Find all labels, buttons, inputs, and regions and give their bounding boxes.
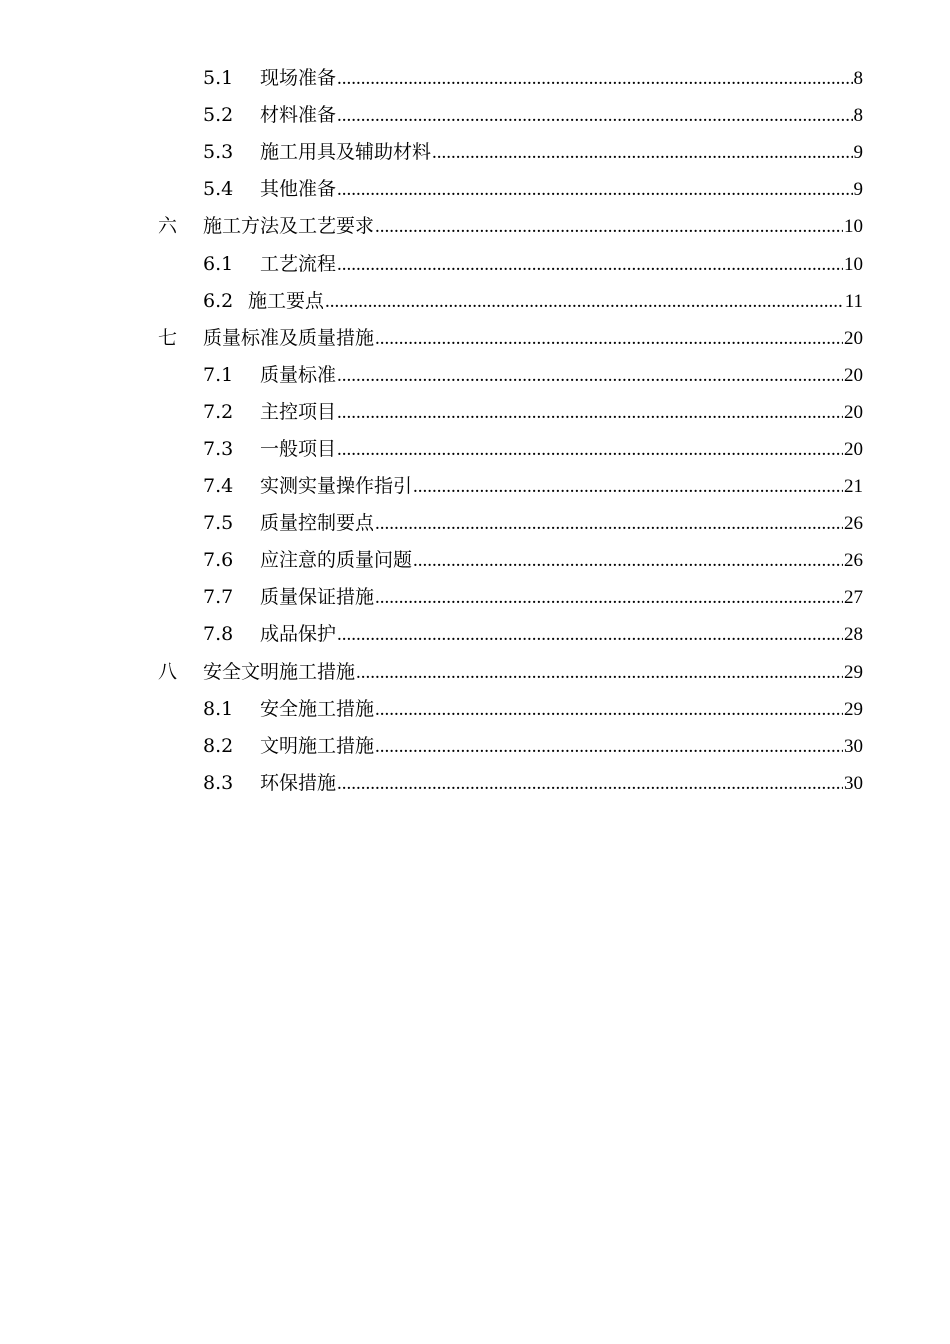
toc-page-number: 20: [844, 438, 863, 460]
toc-section-entry[interactable]: [0, 97, 950, 134]
toc-entry-line: [203, 69, 950, 88]
toc-entry-title: 质量标准及质量措施: [203, 326, 375, 349]
toc-entry-title: 成品保护: [260, 623, 337, 646]
toc-entry-title: 应注意的质量问题: [260, 549, 413, 572]
toc-section-entry[interactable]: [0, 616, 950, 653]
toc-entry-line: [158, 660, 950, 683]
toc-page-number: 10: [844, 216, 863, 238]
toc-entry-number: 八: [158, 660, 178, 683]
toc-entry-number: 8.3: [203, 771, 234, 794]
toc-page-number: 26: [844, 550, 863, 572]
toc-dot-leader: [432, 143, 852, 162]
toc-entry-line: [203, 289, 950, 312]
toc-page-number: 20: [844, 401, 863, 423]
toc-section-entry[interactable]: [0, 728, 950, 765]
toc-section-entry[interactable]: [0, 765, 950, 802]
toc-entry-title: 施工要点: [248, 289, 325, 312]
toc-entry-line: [203, 697, 950, 720]
toc-section-entry[interactable]: [0, 357, 950, 394]
toc-dot-leader: [375, 217, 843, 236]
toc-page-number: 30: [844, 735, 863, 757]
toc-entry-line: [203, 477, 950, 496]
toc-entry-title: 质量控制要点: [260, 512, 375, 535]
toc-dot-leader: [413, 477, 843, 496]
toc-page-number: 20: [844, 327, 863, 349]
toc-dot-leader: [337, 255, 843, 274]
toc-dot-leader: [337, 180, 852, 199]
toc-dot-leader: [356, 663, 843, 682]
toc-page-number: 20: [844, 364, 863, 386]
toc-entry-title: 文明施工措施: [260, 734, 375, 757]
toc-chapter-entry[interactable]: [0, 320, 950, 357]
toc-page-number: 30: [844, 772, 863, 794]
toc-entry-title: 安全文明施工措施: [203, 660, 356, 683]
toc-dot-leader: [325, 292, 844, 311]
toc-section-entry[interactable]: [0, 394, 950, 431]
toc-section-entry[interactable]: [0, 542, 950, 579]
toc-page-number: 21: [844, 476, 863, 498]
toc-section-entry[interactable]: [0, 431, 950, 468]
toc-section-entry[interactable]: [0, 245, 950, 282]
toc-dot-leader: [375, 737, 843, 756]
toc-entry-number: 8.2: [203, 734, 234, 757]
toc-entry-line: [158, 217, 950, 236]
toc-entry-title: 质量标准: [260, 363, 337, 386]
toc-entry-line: [203, 363, 950, 386]
table-of-contents: [0, 60, 950, 802]
toc-page-number: 26: [844, 513, 863, 535]
toc-dot-leader: [337, 440, 843, 459]
toc-entry-number: 七: [158, 326, 178, 349]
toc-entry-number: 7.1: [203, 363, 234, 386]
toc-entry-title: 安全施工措施: [260, 697, 375, 720]
toc-entry-title: 材料准备: [260, 104, 337, 127]
toc-entry-line: [203, 514, 950, 533]
toc-entry-number: 7.4: [203, 475, 234, 498]
toc-dot-leader: [375, 700, 843, 719]
toc-chapter-entry[interactable]: [0, 654, 950, 691]
toc-page-number: 29: [844, 698, 863, 720]
toc-page-number: 27: [844, 587, 863, 609]
toc-entry-line: [203, 625, 950, 644]
toc-chapter-entry[interactable]: [0, 208, 950, 245]
toc-entry-title: 实测实量操作指引: [260, 475, 413, 498]
toc-entry-line: [203, 180, 950, 199]
toc-section-entry[interactable]: [0, 691, 950, 728]
toc-page-number: 28: [844, 624, 863, 646]
toc-entry-number: 5.1: [203, 67, 234, 90]
toc-entry-number: 7.5: [203, 512, 234, 535]
toc-page-number: 8: [853, 105, 863, 127]
toc-entry-title: 现场准备: [260, 67, 337, 90]
toc-entry-number: 7.8: [203, 623, 234, 646]
toc-entry-line: [203, 106, 950, 125]
toc-entry-number: 7.7: [203, 586, 234, 609]
toc-dot-leader: [413, 551, 843, 570]
toc-page-number: 29: [844, 661, 863, 683]
toc-entry-title: 主控项目: [260, 400, 337, 423]
toc-page-number: 9: [853, 142, 863, 164]
toc-entry-line: [203, 400, 950, 423]
toc-entry-line: [203, 588, 950, 607]
toc-entry-number: 5.2: [203, 104, 234, 127]
toc-entry-line: [203, 734, 950, 757]
toc-entry-number: 5.4: [203, 178, 234, 201]
toc-section-entry[interactable]: [0, 468, 950, 505]
toc-entry-number: 8.1: [203, 697, 234, 720]
toc-entry-number: 6.2: [203, 289, 234, 312]
toc-section-entry[interactable]: [0, 505, 950, 542]
toc-dot-leader: [375, 514, 843, 533]
toc-entry-title: 其他准备: [260, 178, 337, 201]
toc-section-entry[interactable]: [0, 579, 950, 616]
toc-dot-leader: [375, 588, 843, 607]
toc-page-number: 9: [853, 179, 863, 201]
toc-dot-leader: [337, 774, 843, 793]
toc-section-entry[interactable]: [0, 134, 950, 171]
toc-entry-title: 环保措施: [260, 771, 337, 794]
toc-entry-number: 7.2: [203, 400, 234, 423]
toc-entry-title: 质量保证措施: [260, 586, 375, 609]
toc-dot-leader: [337, 106, 852, 125]
toc-entry-number: 六: [158, 215, 178, 238]
toc-entry-line: [203, 252, 950, 275]
toc-section-entry[interactable]: [0, 60, 950, 97]
toc-dot-leader: [337, 625, 843, 644]
toc-entry-number: 5.3: [203, 141, 234, 164]
toc-page-number: 10: [844, 253, 863, 275]
toc-entry-title: 施工方法及工艺要求: [203, 215, 375, 238]
toc-dot-leader: [337, 366, 843, 385]
toc-entry-line: [203, 143, 950, 162]
toc-entry-number: 7.3: [203, 437, 234, 460]
toc-dot-leader: [375, 329, 843, 348]
toc-entry-line: [203, 771, 950, 794]
toc-entry-title: 施工用具及辅助材料: [260, 141, 432, 164]
toc-page-number: 11: [844, 290, 863, 312]
toc-entry-line: [203, 437, 950, 460]
toc-entry-number: 6.1: [203, 252, 234, 275]
toc-section-entry[interactable]: [0, 283, 950, 320]
toc-dot-leader: [337, 403, 843, 422]
toc-entry-title: 一般项目: [260, 437, 337, 460]
toc-dot-leader: [337, 69, 852, 88]
toc-section-entry[interactable]: [0, 171, 950, 208]
toc-entry-line: [158, 326, 950, 349]
toc-entry-line: [203, 551, 950, 570]
toc-page-number: 8: [853, 68, 863, 90]
toc-entry-number: 7.6: [203, 549, 234, 572]
toc-entry-title: 工艺流程: [260, 252, 337, 275]
